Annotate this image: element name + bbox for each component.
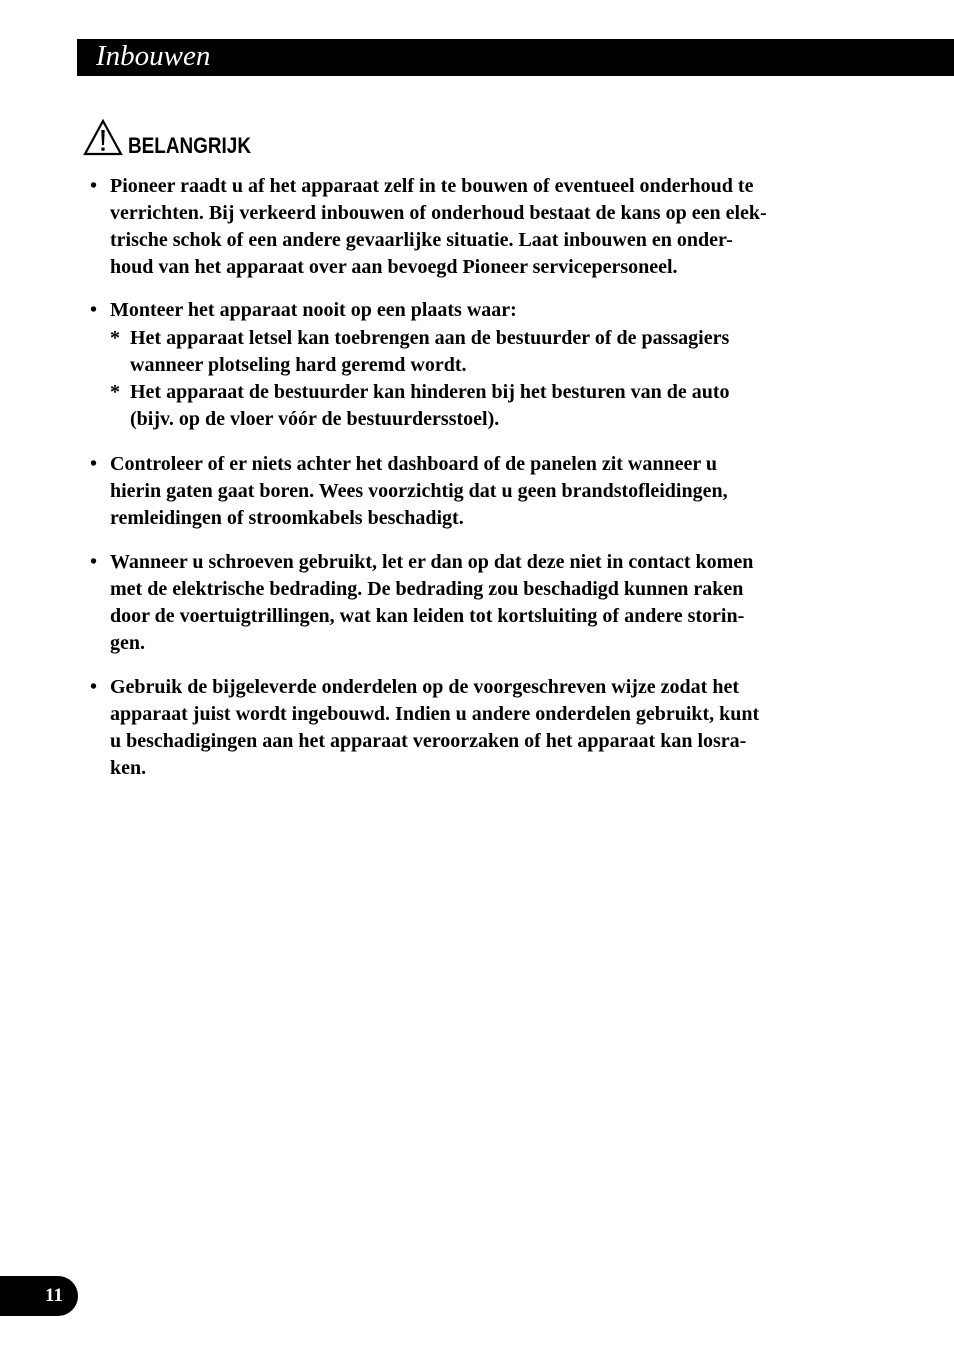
list-item-line: ken.	[110, 757, 147, 779]
list-item-line: gen.	[110, 632, 145, 654]
page-number: 11	[45, 1285, 63, 1306]
sub-list-item-line: wanneer plotseling hard geremd wordt.	[130, 354, 467, 376]
list-item-line: Wanneer u schroeven gebruikt, let er dan op dat deze niet in contact komen	[110, 551, 754, 573]
important-label: BELANGRIJK	[128, 133, 251, 158]
list-item-line: remleidingen of stroomkabels beschadigt.	[110, 507, 464, 529]
list-item-line: met de elektrische bedrading. De bedrading zou beschadigd kunnen raken	[110, 578, 744, 600]
bullet-marker: •	[90, 551, 98, 573]
bullet-marker: •	[90, 175, 98, 197]
list-item-line: verrichten. Bij verkeerd inbouwen of onderhoud bestaat de kans op een elek-	[110, 202, 767, 224]
list-item-line: hierin gaten gaat boren. Wees voorzichtig dat u geen brandstofleidingen,	[110, 480, 728, 502]
list-item-line: houd van het apparaat over aan bevoegd Pioneer servicepersoneel.	[110, 256, 678, 278]
sub-list-item-line: Het apparaat letsel kan toebrengen aan de bestuurder of de passagiers	[130, 327, 730, 349]
sub-bullet-marker: *	[110, 381, 120, 403]
bullet-marker: •	[90, 676, 98, 698]
list-item-line: Monteer het apparaat nooit op een plaats waar:	[110, 299, 517, 321]
list-item-line: door de voertuigtrillingen, wat kan leiden tot kortsluiting of andere storin-	[110, 605, 745, 627]
list-item-line: Pioneer raadt u af het apparaat zelf in te bouwen of eventueel onderhoud te	[110, 175, 754, 197]
list-item-line: Controleer of er niets achter het dashboard of de panelen zit wanneer u	[110, 453, 718, 475]
sub-bullet-marker: *	[110, 327, 120, 349]
sub-list-item-line: Het apparaat de bestuurder kan hinderen bij het besturen van de auto	[130, 381, 730, 403]
page-number-tab	[0, 1276, 78, 1316]
bullet-marker: •	[90, 453, 98, 475]
list-item-line: u beschadigingen aan het apparaat veroorzaken of het apparaat kan losra-	[110, 730, 747, 752]
section-title: Inbouwen	[96, 40, 211, 72]
sub-list-item-line: (bijv. op de vloer vóór de bestuurdersstoel).	[130, 408, 500, 430]
bullet-marker: •	[90, 299, 98, 321]
list-item-line: apparaat juist wordt ingebouwd. Indien u andere onderdelen gebruikt, kunt	[110, 703, 760, 725]
list-item-line: Gebruik de bijgeleverde onderdelen op de voorgeschreven wijze zodat het	[110, 676, 739, 698]
list-item-line: trische schok of een andere gevaarlijke situatie. Laat inbouwen en onder-	[110, 229, 733, 251]
